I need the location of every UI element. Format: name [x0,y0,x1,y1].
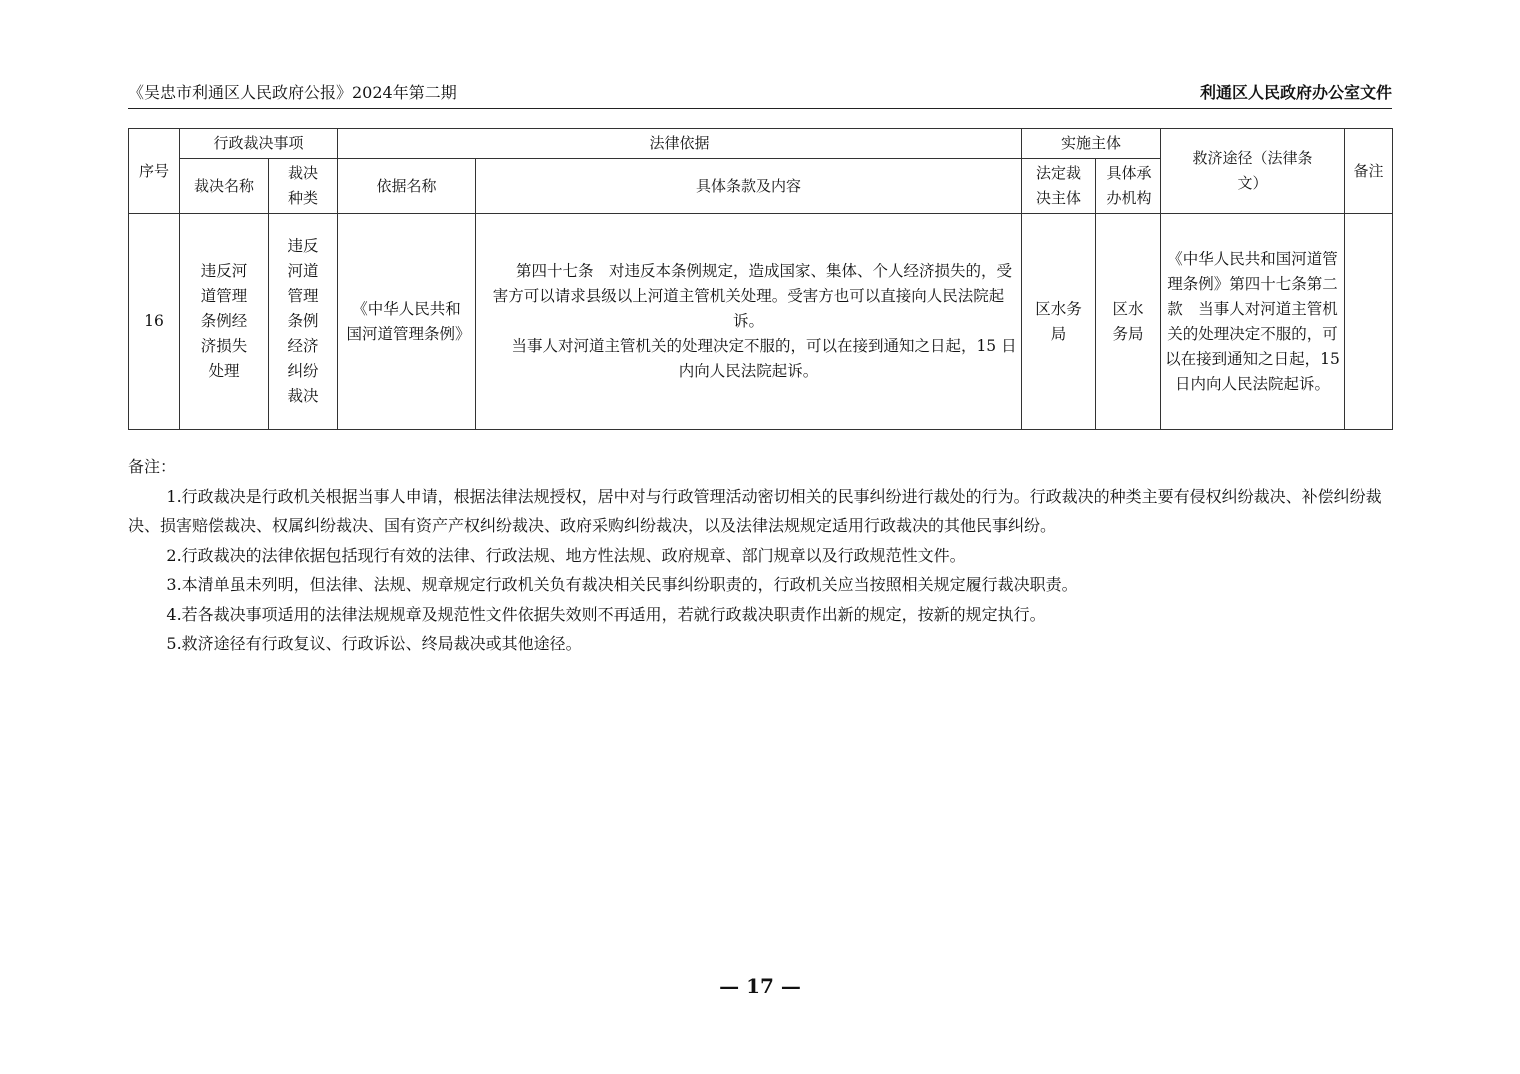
note-item: 1.行政裁决是行政机关根据当事人申请，根据法律法规授权，居中对与行政管理活动密切相关的民事纠纷进行裁处的行为。行政裁决的种类主要有侵权纠纷裁决、补偿纠纷裁决、损害赔偿裁决、权属纠纷裁决、国有资产产权纠纷裁决、政府采购纠纷裁决，以及法律法规规定适用行政裁决的其他民事纠纷。 [128,486,1382,535]
header-basis-clause: 具体条款及内容 [476,159,1022,214]
cell-basis-name: 《中华人民共和国河道管理条例》 [338,214,476,430]
header-subject-legal: 法定裁决主体 [1022,159,1096,214]
header-seq: 序号 [129,129,180,214]
cell-remedy: 《中华人民共和国河道管理条例》第四十七条第二款 当事人对河道主管机关的处理决定不服的，可以在接到通知之日起，15 日内向人民法院起诉。 [1161,214,1345,430]
clause-paragraph: 第四十七条 对违反本条例规定，造成国家、集体、个人经济损失的，受害方可以请求县级以上河道主管机关处理。受害方也可以直接向人民法院起诉。 [492,262,1013,330]
header-basis-group: 法律依据 [338,129,1022,159]
notes-section [128,452,1392,659]
notes-title: 备注： [128,457,177,476]
note-item: 5.救济途径有行政复议、行政诉讼、终局裁决或其他途径。 [166,634,582,653]
header-subject-group: 实施主体 [1022,129,1161,159]
header-item-group: 行政裁决事项 [180,129,338,159]
header-remedy: 救济途径（法律条文） [1161,129,1345,214]
publication-title: 《吴忠市利通区人民政府公报》2024年第二期 [128,83,457,102]
cell-note [1345,214,1393,430]
issuer-title: 利通区人民政府办公室文件 [1199,83,1392,102]
adjudication-table [128,128,1393,430]
cell-subject-office: 区水务局 [1096,214,1161,430]
header-basis-name: 依据名称 [338,159,476,214]
page-number: — 17 — [719,974,801,998]
note-item: 2.行政裁决的法律依据包括现行有效的法律、行政法规、地方性法规、政府规章、部门规章以及行政规范性文件。 [166,545,966,565]
note-item: 3.本清单虽未列明，但法律、法规、规章规定行政机关负有裁决相关民事纠纷职责的，行政机关应当按照相关规定履行裁决职责。 [166,575,1078,594]
cell-item-name: 违反河道管理条例经济损失处理 [180,214,269,430]
cell-subject-legal: 区水务局 [1022,214,1096,430]
table-row [129,214,1393,430]
cell-item-type: 违反河道管理条例经济纠纷裁决 [269,214,338,430]
cell-basis-clause [476,214,1022,430]
header-note: 备注 [1345,129,1393,214]
header-divider [128,108,1392,109]
header-item-type: 裁决种类 [269,159,338,214]
note-item: 4.若各裁决事项适用的法律法规规章及规范性文件依据失效则不再适用，若就行政裁决职责作出新的规定，按新的规定执行。 [166,604,1046,624]
header-item-name: 裁决名称 [180,159,269,214]
cell-seq: 16 [129,214,180,430]
header-subject-office: 具体承办机构 [1096,159,1161,214]
clause-paragraph: 当事人对河道主管机关的处理决定不服的，可以在接到通知之日起，15 日内向人民法院起诉。 [511,337,1017,380]
